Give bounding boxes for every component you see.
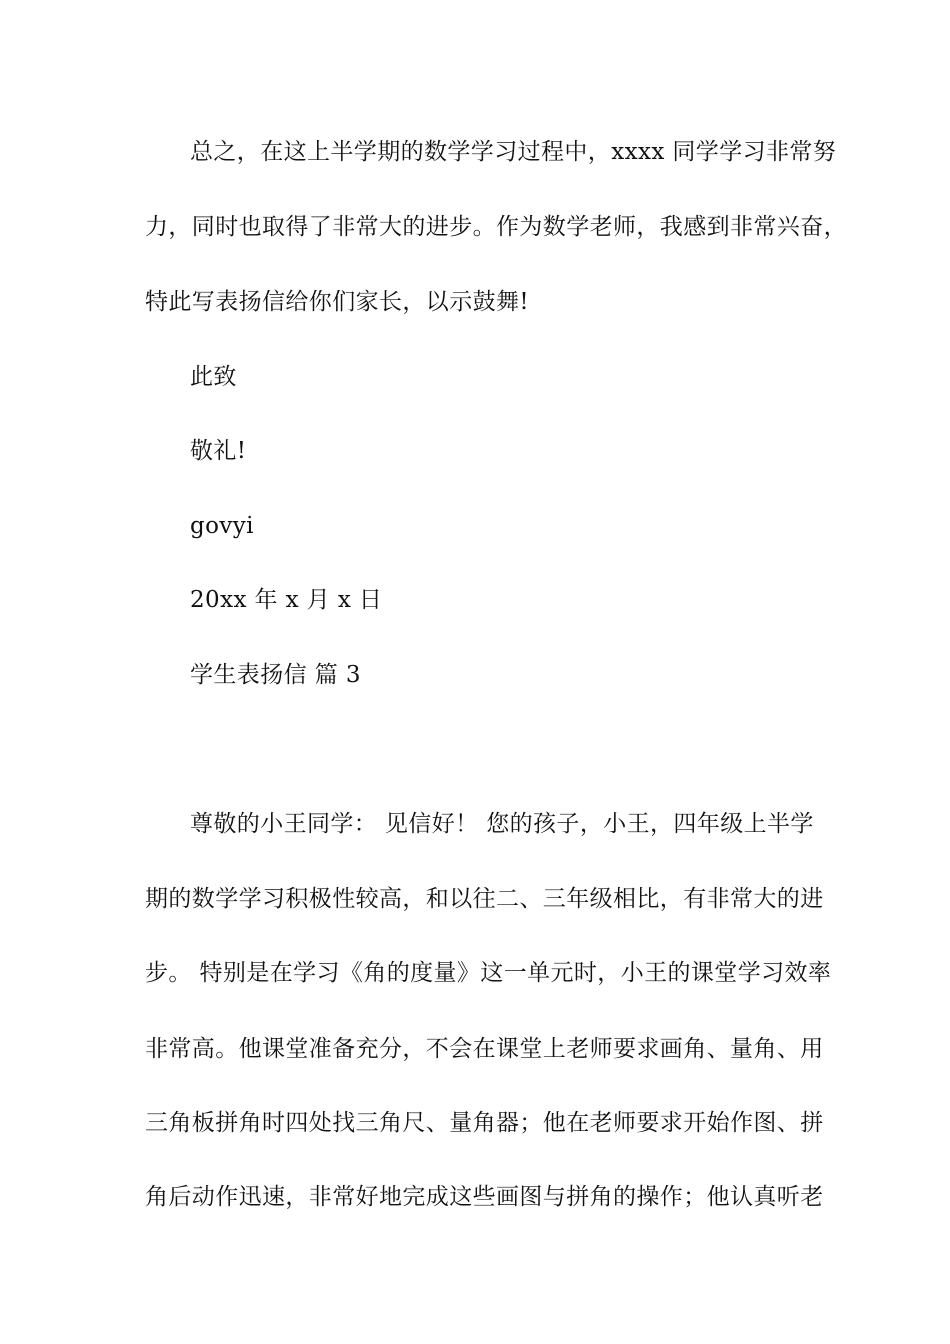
- letter-line-3: 步。 特别是在学习《角的度量》这一单元时，小王的课堂学习效率: [145, 960, 832, 986]
- paragraph-line-1: 总之，在这上半学期的数学学习过程中，xxxx 同学学习非常努: [190, 139, 837, 165]
- closing-salutation: 此致: [190, 364, 237, 390]
- paragraph-line-2: 力，同时也取得了非常大的进步。作为数学老师，我感到非常兴奋，: [145, 214, 847, 240]
- closing-regards: 敬礼!: [190, 438, 247, 464]
- letter-line-1: 尊敬的小王同学： 见信好！ 您的孩子，小王，四年级上半学: [190, 811, 814, 837]
- paragraph-line-3: 特此写表扬信给你们家长，以示鼓舞!: [145, 289, 530, 315]
- letter-line-2: 期的数学学习积极性较高，和以往二、三年级相比，有非常大的进: [145, 886, 824, 912]
- letter-line-6: 角后动作迅速，非常好地完成这些画图与拼角的操作；他认真听老: [145, 1184, 824, 1210]
- letter-line-4: 非常高。他课堂准备充分，不会在课堂上老师要求画角、量角、用: [145, 1036, 824, 1062]
- signature-date: 20xx 年 x 月 x 日: [190, 587, 383, 613]
- signature-name: govyi: [190, 513, 254, 539]
- section-title: 学生表扬信 篇 3: [190, 662, 361, 688]
- letter-line-5: 三角板拼角时四处找三角尺、量角器；他在老师要求开始作图、拼: [145, 1110, 824, 1136]
